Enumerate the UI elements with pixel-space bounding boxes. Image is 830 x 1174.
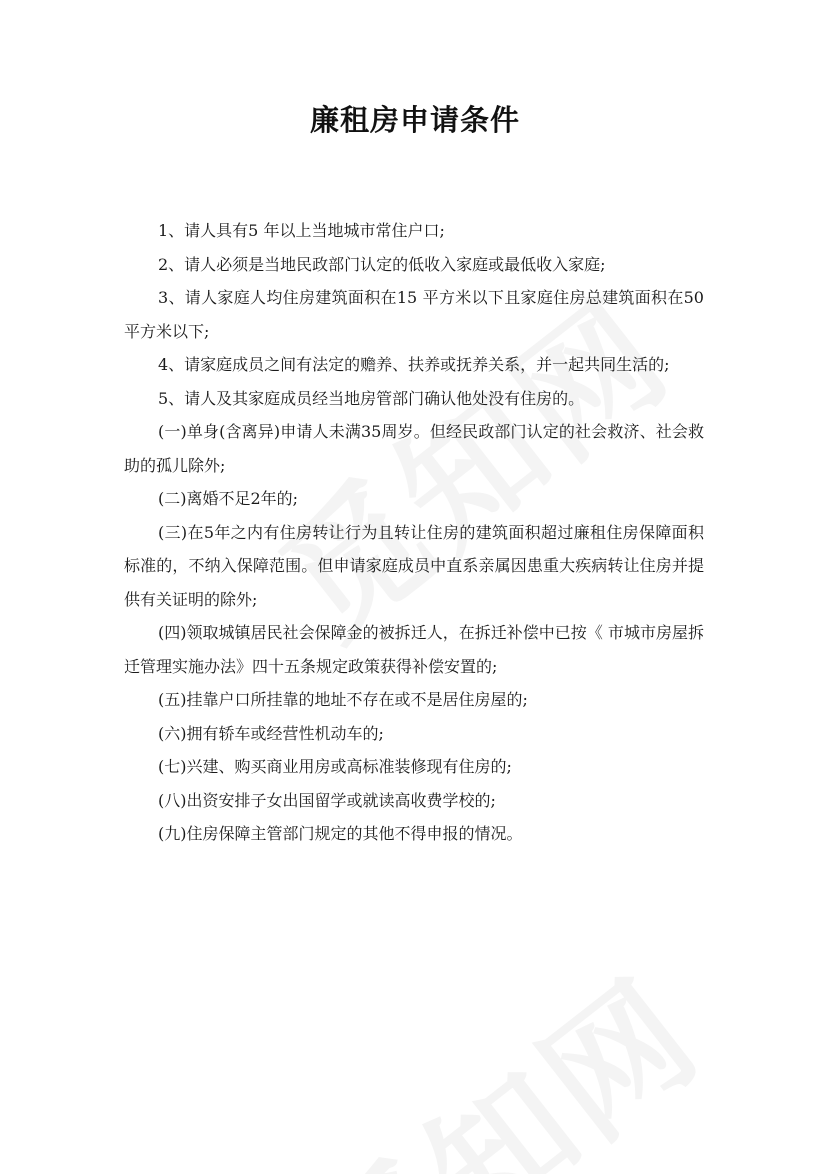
paragraph: 3、请人家庭人均住房建筑面积在15 平方米以下且家庭住房总建筑面积在50 平方米以下; <box>124 288 704 341</box>
watermark <box>265 926 734 1174</box>
paragraph: (六)拥有轿车或经营性机动车的; <box>158 723 384 743</box>
paragraph: 1、请人具有5 年以上当地城市常住户口; <box>158 221 445 240</box>
paragraph: (八)出资安排子女出国留学或就读高收费学校的; <box>158 790 496 810</box>
paragraph: (三)在5年之内有住房转让行为且转让住房的建筑面积超过廉租住房保障面积标准的，不纳入保障范围。但申请家庭成员中直系亲属因患重大疾病转让住房并提供有关证明的除外; <box>124 522 704 609</box>
paragraph: (四)领取城镇居民社会保障金的被拆迁人，在拆迁补偿中已按《 市城市房屋拆迁管理实施办法》四十五条规定政策获得补偿安置的; <box>124 623 704 676</box>
paragraph: (二)离婚不足2年的; <box>158 489 299 508</box>
paragraph: (一)单身(含离异)申请人未满35周岁。但经民政部门认定的社会救济、社会救助的孤儿除外; <box>124 422 704 475</box>
paragraph: (五)挂靠户口所挂靠的地址不存在或不是居住房屋的; <box>158 690 528 709</box>
paragraph: 5、请人及其家庭成员经当地房管部门确认他处没有住房的。 <box>158 388 585 408</box>
document-title: 廉租房申请条件 <box>309 103 520 137</box>
paragraph: (九)住房保障主管部门规定的其他不得申报的情况。 <box>158 824 523 843</box>
document-body <box>124 214 704 851</box>
paragraph: 4、请家庭成员之间有法定的赡养、扶养或抚养关系，并一起共同生活的; <box>158 355 670 374</box>
paragraph: 2、请人必须是当地民政部门认定的低收入家庭或最低收入家庭; <box>158 254 606 274</box>
paragraph: (七)兴建、购买商业用房或高标准装修现有住房的; <box>158 757 512 776</box>
